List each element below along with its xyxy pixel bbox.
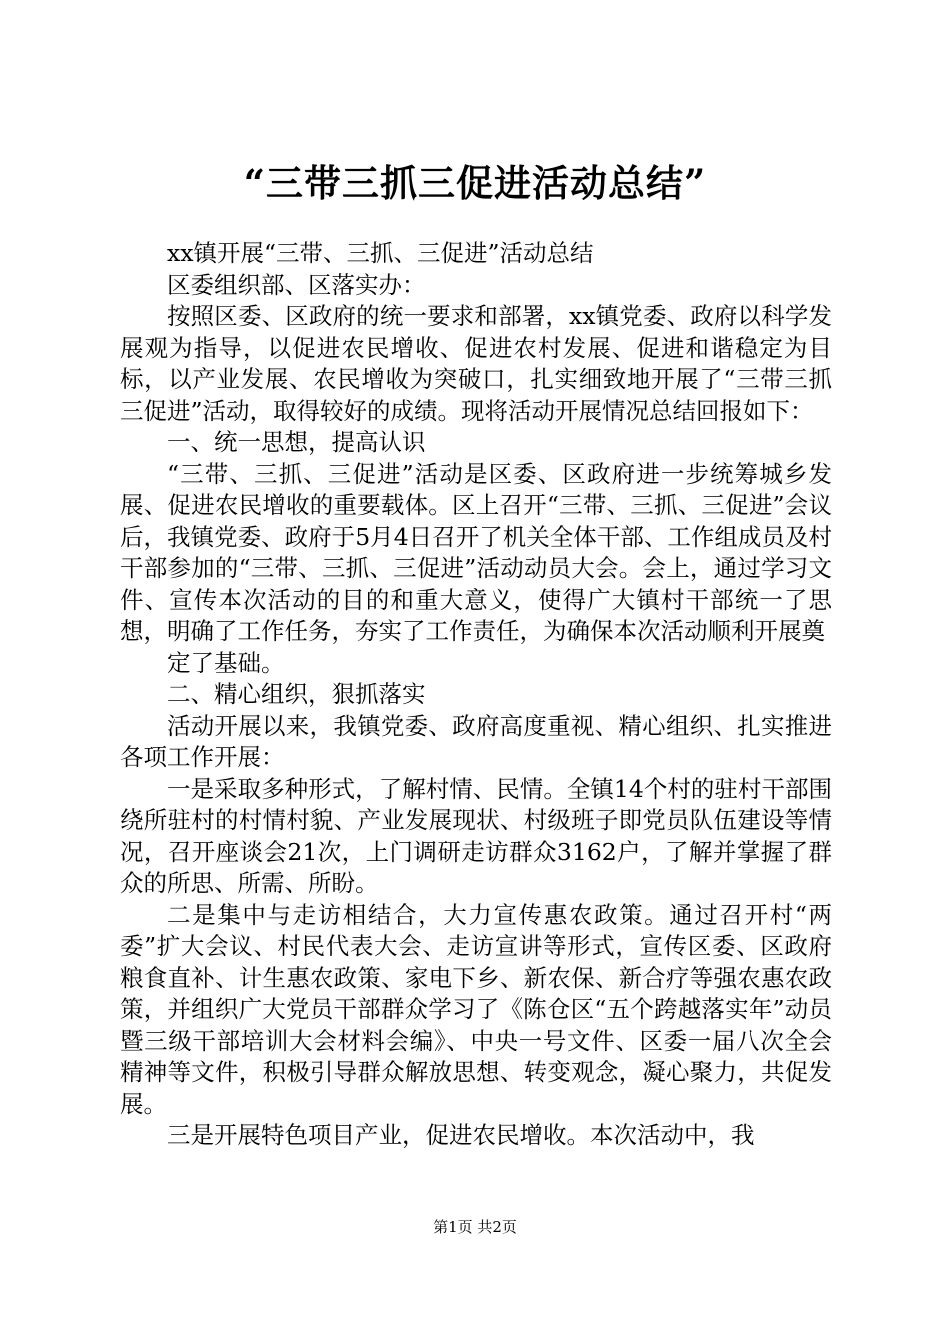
paragraph-subtitle: xx镇开展“三带、三抓、三促进”活动总结 — [167, 239, 594, 267]
document-title: “三带三抓三促进活动总结” — [243, 161, 707, 205]
document-body — [120, 238, 832, 1152]
paragraph-section-1-continued: 定了基础。 — [167, 648, 285, 677]
page-footer: 第1页 共2页 — [433, 1218, 517, 1236]
paragraph-item-1: 一是采取多种形式，了解村情、民情。全镇14个村的驻村干部围绕所驻村的村情村貌、产业发展现状、村级班子即党员队伍建设等情况，召开座谈会21次，上门调研走访群众3162户，了解并掌握了群众的所思、所需、所盼。 — [120, 774, 832, 897]
paragraph-item-3: 三是开展特色项目产业，促进农民增收。本次活动中，我 — [167, 1121, 755, 1149]
paragraph-item-2: 二是集中与走访相结合，大力宣传惠农政策。通过召开村“两委”扩大会议、村民代表大会、走访宣讲等形式，宣传区委、区政府粮食直补、计生惠农政策、家电下乡、新农保、新合疗等强农惠农政策，并组织广大党员干部群众学习了《陈仓区“五个跨越落实年”动员暨三级干部培训大会材料会编》、中央一号文件、区委一届八次全会精神等文件，积极引导群众解放思想、转变观念，凝心聚力，共促发展。 — [120, 900, 832, 1118]
section-heading-1: 一、统一思想，提高认识 — [167, 428, 426, 456]
section-heading-2: 二、精心组织，狠抓落实 — [167, 680, 426, 708]
paragraph-recipient: 区委组织部、区落实办： — [167, 270, 426, 299]
paragraph-intro: 按照区委、区政府的统一要求和部署，xx镇党委、政府以科学发展观为指导，以促进农民增收、促进农村发展、促进和谐稳定为目标，以产业发展、农民增收为突破口，扎实细致地开展了“三带三抓三促进”活动，取得较好的成绩。现将活动开展情况总结回报如下： — [120, 302, 832, 425]
paragraph-section-2-intro: 活动开展以来，我镇党委、政府高度重视、精心组织、扎实推进各项工作开展： — [120, 711, 832, 771]
paragraph-section-1: “三带、三抓、三促进”活动是区委、区政府进一步统筹城乡发展、促进农民增收的重要载体。区上召开“三带、三抓、三促进”会议后，我镇党委、政府于5月4日召开了机关全体干部、工作组成员及村干部参加的“三带、三抓、三促进”活动动员大会。会上，通过学习文件、宣传本次活动的目的和重大意义，使得广大镇村干部统一了思想，明确了工作任务，夯实了工作责任，为确保本次活动顺利开展奠 — [120, 459, 832, 645]
